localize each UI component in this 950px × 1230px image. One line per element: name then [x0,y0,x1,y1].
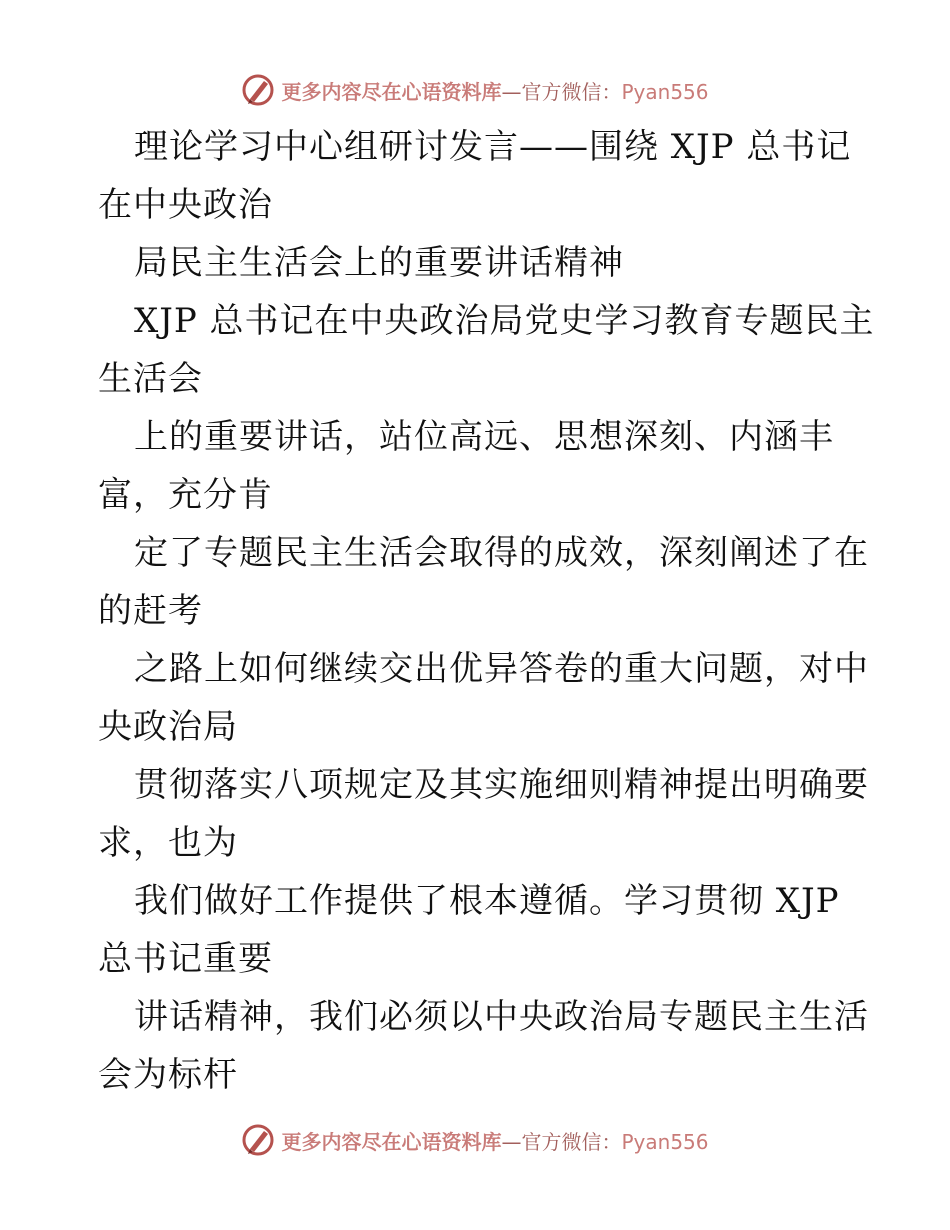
banner-account: Pyan556 [621,1129,709,1154]
text-line: 上的重要讲话，站位高远、思想深刻、内涵丰 [134,417,834,457]
text-line: 之路上如何继续交出优异答卷的重大问题，对中 [134,649,869,689]
text-line: 富，充分肯 [98,475,273,515]
text-line: 在中央政治 [98,185,273,225]
text-line: 局民主生活会上的重要讲话精神 [134,243,624,283]
text-line: 总书记重要 [98,939,273,979]
header-banner [0,70,950,110]
banner-title: 更多内容尽在心语资料库 [281,79,502,104]
text-line: 讲话精神，我们必须以中央政治局专题民主生活 [134,997,869,1037]
banner-wechat-label: 官方微信： [521,79,622,104]
text-line: 贯彻落实八项规定及其实施细则精神提出明确要 [134,765,869,805]
document-body [98,118,875,1104]
banner-separator: — [501,1129,522,1154]
banner-account: Pyan556 [621,79,709,104]
banner-separator: — [501,79,522,104]
banner-title: 更多内容尽在心语资料库 [281,1129,502,1154]
text-line: 央政治局 [98,707,238,747]
text-line: 会为标杆 [98,1055,238,1095]
text-line: 求，也为 [98,823,238,863]
pen-logo-icon [241,73,275,107]
text-line: 我们做好工作提供了根本遵循。学习贯彻 XJP [134,881,840,921]
text-line: 理论学习中心组研讨发言——围绕 XJP 总书记 [134,127,852,167]
text-line: 生活会 [98,359,203,399]
text-line: 的赶考 [98,591,203,631]
text-line: XJP 总书记在中央政治局党史学习教育专题民主 [134,301,875,341]
pen-logo-icon [241,1123,275,1157]
banner-wechat-label: 官方微信： [521,1129,622,1154]
footer-banner [0,1120,950,1160]
text-line: 定了专题民主生活会取得的成效，深刻阐述了在 [134,533,869,573]
